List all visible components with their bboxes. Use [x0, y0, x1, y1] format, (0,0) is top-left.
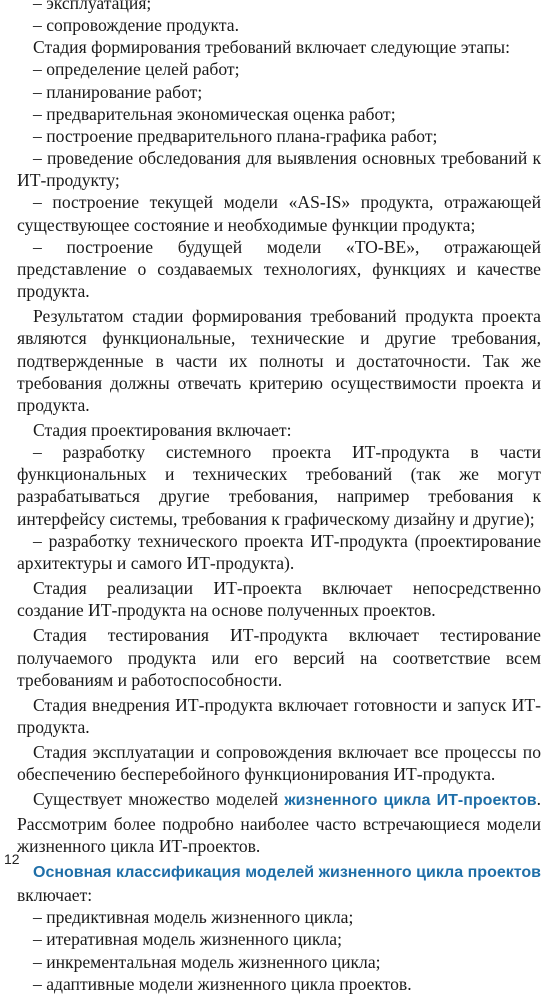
paragraph	[17, 788, 541, 856]
paragraph: Стадия реализации ИТ-проекта включает непосредственно создание ИТ-продукта на основе полученных проектов.	[17, 578, 541, 621]
page-number: 12	[4, 851, 20, 867]
highlighted-term: Основная классификация моделей жизненного цикла проектов	[33, 863, 541, 881]
paragraph: – построение текущей модели «AS-IS» продукта, отражающей существующее состояние и необходимые функции продукта;	[17, 192, 541, 235]
paragraph	[17, 860, 541, 906]
text-run: включает:	[17, 885, 93, 906]
paragraph: – определение целей работ;	[33, 59, 240, 80]
paragraph: – разработку системного проекта ИТ-продукта в части функциональных и технических требований (так же могут разрабатываться другие требования, например требования к интерфейсу системы, требования к графическому дизайну и другие);	[17, 442, 541, 529]
body-text	[17, 0, 541, 995]
paragraph: – сопровождение продукта.	[33, 15, 239, 36]
paragraph: Стадия эксплуатации и сопровождения включает все процессы по обеспечению бесперебойного функционирования ИТ-продукта.	[17, 742, 541, 785]
paragraph: – эксплуатация;	[33, 0, 152, 13]
paragraph: – построение предварительного плана-графика работ;	[33, 125, 438, 146]
paragraph: Стадия формирования требований включает следующие этапы:	[33, 37, 510, 58]
list-item: – адаптивные модели жизненного цикла проектов.	[33, 973, 412, 994]
paragraph: – разработку технического проекта ИТ-продукта (проектирование архитектуры и самого ИТ-продукта).	[17, 530, 541, 573]
paragraph: – проведение обследования для выявления основных требований к ИТ-продукту;	[17, 148, 541, 191]
text-run: Существует множество моделей	[33, 789, 285, 810]
list-item: – предиктивная модель жизненного цикла;	[33, 907, 354, 928]
list-item: – итеративная модель жизненного цикла;	[33, 929, 342, 950]
paragraph: – предварительная экономическая оценка работ;	[33, 103, 396, 124]
text-run: . Рассмотрим более подробно наиболее часто встречающиеся модели жизненного цикла ИТ-проектов.	[17, 789, 541, 856]
paragraph: – планирование работ;	[33, 81, 203, 102]
paragraph: Результатом стадии формирования требований продукта проекта являются функциональные, технические и другие требования, подтвержденные в части их полноты и достаточности. Так же требования должны отвечать критерию осуществимости проекта и продукта.	[17, 306, 541, 415]
paragraph: Стадия проектирования включает:	[33, 419, 292, 440]
paragraph: Стадия внедрения ИТ-продукта включает готовности и запуск ИТ-продукта.	[17, 694, 541, 737]
list-item: – инкрементальная модель жизненного цикла;	[33, 951, 381, 972]
paragraph: – построение будущей модели «TO-BE», отражающей представление о создаваемых технологиях, функциях и качестве продукта.	[17, 236, 541, 302]
paragraph: Стадия тестирования ИТ-продукта включает тестирование получаемого продукта или его версий на соответствие всем требованиям и работоспособности.	[17, 625, 541, 690]
highlighted-term: жизненного цикла ИТ-проектов	[284, 792, 537, 810]
